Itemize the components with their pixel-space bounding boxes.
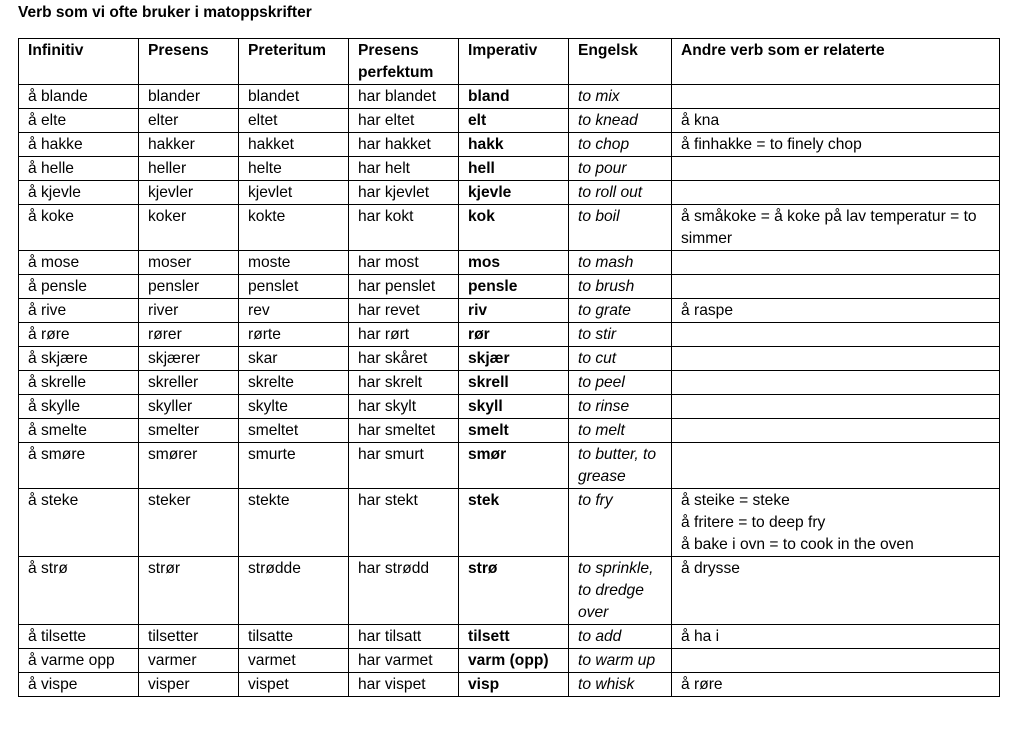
cell-preteritum: blandet bbox=[239, 85, 349, 109]
cell-andre-verb bbox=[672, 557, 1000, 625]
cell-imperativ: smør bbox=[459, 443, 569, 489]
table-row bbox=[19, 181, 1000, 205]
related-verb-line: å bake i ovn = to cook in the oven bbox=[681, 536, 914, 553]
cell-presens-perfektum: har vispet bbox=[349, 673, 459, 697]
cell-imperativ: hell bbox=[459, 157, 569, 181]
table-row bbox=[19, 157, 1000, 181]
cell-imperativ: skrell bbox=[459, 371, 569, 395]
cell-andre-verb bbox=[672, 489, 1000, 557]
cell-imperativ: tilsett bbox=[459, 625, 569, 649]
header-preteritum: Preteritum bbox=[239, 39, 349, 85]
cell-presens-perfektum: har skåret bbox=[349, 347, 459, 371]
cell-imperativ: strø bbox=[459, 557, 569, 625]
cell-presens: visper bbox=[139, 673, 239, 697]
cell-presens-perfektum: har penslet bbox=[349, 275, 459, 299]
cell-presens: skyller bbox=[139, 395, 239, 419]
table-row bbox=[19, 133, 1000, 157]
cell-infinitiv: å skrelle bbox=[19, 371, 139, 395]
related-verb-line: å kna bbox=[681, 112, 720, 129]
table-header-row bbox=[19, 39, 1000, 85]
table-row bbox=[19, 443, 1000, 489]
cell-imperativ: kjevle bbox=[459, 181, 569, 205]
cell-andre-verb bbox=[672, 419, 1000, 443]
cell-imperativ: hakk bbox=[459, 133, 569, 157]
related-verb-line: å steike = steke bbox=[681, 492, 790, 509]
cell-preteritum: rørte bbox=[239, 323, 349, 347]
related-verb-line: å røre bbox=[681, 676, 723, 693]
cell-presens-perfektum: har revet bbox=[349, 299, 459, 323]
related-verb-line: å drysse bbox=[681, 560, 740, 577]
cell-infinitiv: å steke bbox=[19, 489, 139, 557]
cell-engelsk: to brush bbox=[569, 275, 672, 299]
cell-presens-perfektum: har rørt bbox=[349, 323, 459, 347]
related-verb-line: å fritere = to deep fry bbox=[681, 514, 826, 531]
cell-presens: moser bbox=[139, 251, 239, 275]
cell-imperativ: visp bbox=[459, 673, 569, 697]
cell-presens: varmer bbox=[139, 649, 239, 673]
related-verb-line: å finhakke = to finely chop bbox=[681, 136, 862, 153]
cell-presens: strør bbox=[139, 557, 239, 625]
cell-presens-perfektum: har smeltet bbox=[349, 419, 459, 443]
cell-preteritum: smeltet bbox=[239, 419, 349, 443]
cell-preteritum: rev bbox=[239, 299, 349, 323]
related-verb-line: å ha i bbox=[681, 628, 720, 645]
related-verb-line: å småkoke = å koke på lav temperatur = to simmer bbox=[681, 208, 977, 247]
cell-engelsk: to rinse bbox=[569, 395, 672, 419]
cell-presens: koker bbox=[139, 205, 239, 251]
table-row bbox=[19, 109, 1000, 133]
cell-andre-verb bbox=[672, 371, 1000, 395]
table-row bbox=[19, 299, 1000, 323]
cell-presens-perfektum: har smurt bbox=[349, 443, 459, 489]
cell-engelsk: to add bbox=[569, 625, 672, 649]
cell-andre-verb bbox=[672, 395, 1000, 419]
cell-engelsk: to warm up bbox=[569, 649, 672, 673]
cell-presens-perfektum: har strødd bbox=[349, 557, 459, 625]
cell-andre-verb bbox=[672, 443, 1000, 489]
cell-infinitiv: å kjevle bbox=[19, 181, 139, 205]
cell-engelsk: to fry bbox=[569, 489, 672, 557]
cell-imperativ: bland bbox=[459, 85, 569, 109]
cell-presens: rører bbox=[139, 323, 239, 347]
cell-preteritum: vispet bbox=[239, 673, 349, 697]
cell-imperativ: rør bbox=[459, 323, 569, 347]
cell-presens-perfektum: har blandet bbox=[349, 85, 459, 109]
table-row bbox=[19, 323, 1000, 347]
cell-preteritum: kokte bbox=[239, 205, 349, 251]
cell-infinitiv: å tilsette bbox=[19, 625, 139, 649]
cell-presens-perfektum: har tilsatt bbox=[349, 625, 459, 649]
cell-imperativ: skjær bbox=[459, 347, 569, 371]
cell-preteritum: eltet bbox=[239, 109, 349, 133]
cell-andre-verb bbox=[672, 157, 1000, 181]
cell-preteritum: skar bbox=[239, 347, 349, 371]
cell-preteritum: smurte bbox=[239, 443, 349, 489]
cell-andre-verb bbox=[672, 299, 1000, 323]
cell-engelsk: to stir bbox=[569, 323, 672, 347]
cell-presens-perfektum: har most bbox=[349, 251, 459, 275]
cell-imperativ: pensle bbox=[459, 275, 569, 299]
cell-presens: skjærer bbox=[139, 347, 239, 371]
header-imperativ: Imperativ bbox=[459, 39, 569, 85]
cell-engelsk: to melt bbox=[569, 419, 672, 443]
cell-presens: river bbox=[139, 299, 239, 323]
cell-presens: kjevler bbox=[139, 181, 239, 205]
cell-presens: smelter bbox=[139, 419, 239, 443]
table-row bbox=[19, 673, 1000, 697]
cell-engelsk: to pour bbox=[569, 157, 672, 181]
cell-presens: smører bbox=[139, 443, 239, 489]
cell-imperativ: riv bbox=[459, 299, 569, 323]
table-row bbox=[19, 557, 1000, 625]
cell-presens-perfektum: har skrelt bbox=[349, 371, 459, 395]
cell-infinitiv: å skylle bbox=[19, 395, 139, 419]
cell-presens: pensler bbox=[139, 275, 239, 299]
header-presens: Presens bbox=[139, 39, 239, 85]
cell-infinitiv: å rive bbox=[19, 299, 139, 323]
cell-presens-perfektum: har kjevlet bbox=[349, 181, 459, 205]
cell-infinitiv: å elte bbox=[19, 109, 139, 133]
cell-presens: elter bbox=[139, 109, 239, 133]
table-body bbox=[19, 85, 1000, 697]
table-row bbox=[19, 371, 1000, 395]
cell-preteritum: penslet bbox=[239, 275, 349, 299]
table-row bbox=[19, 251, 1000, 275]
cell-presens: steker bbox=[139, 489, 239, 557]
cell-infinitiv: å smøre bbox=[19, 443, 139, 489]
cell-presens: heller bbox=[139, 157, 239, 181]
cell-infinitiv: å smelte bbox=[19, 419, 139, 443]
cell-engelsk: to cut bbox=[569, 347, 672, 371]
cell-engelsk: to roll out bbox=[569, 181, 672, 205]
cell-presens-perfektum: har eltet bbox=[349, 109, 459, 133]
cell-imperativ: mos bbox=[459, 251, 569, 275]
cell-presens-perfektum: har hakket bbox=[349, 133, 459, 157]
cell-preteritum: tilsatte bbox=[239, 625, 349, 649]
cell-infinitiv: å vispe bbox=[19, 673, 139, 697]
cell-andre-verb bbox=[672, 251, 1000, 275]
cell-preteritum: varmet bbox=[239, 649, 349, 673]
cell-engelsk: to sprinkle, to dredge over bbox=[569, 557, 672, 625]
cell-preteritum: hakket bbox=[239, 133, 349, 157]
table-row bbox=[19, 625, 1000, 649]
cell-infinitiv: å hakke bbox=[19, 133, 139, 157]
cell-andre-verb bbox=[672, 109, 1000, 133]
page-title: Verb som vi ofte bruker i matoppskrifter bbox=[18, 4, 312, 21]
header-andre-verb: Andre verb som er relaterte bbox=[672, 39, 1000, 85]
cell-presens-perfektum: har helt bbox=[349, 157, 459, 181]
cell-andre-verb bbox=[672, 649, 1000, 673]
cell-preteritum: skylte bbox=[239, 395, 349, 419]
cell-imperativ: stek bbox=[459, 489, 569, 557]
cell-presens-perfektum: har varmet bbox=[349, 649, 459, 673]
header-engelsk: Engelsk bbox=[569, 39, 672, 85]
table-row bbox=[19, 395, 1000, 419]
header-infinitiv: Infinitiv bbox=[19, 39, 139, 85]
cell-presens: blander bbox=[139, 85, 239, 109]
cell-engelsk: to peel bbox=[569, 371, 672, 395]
cell-imperativ: smelt bbox=[459, 419, 569, 443]
cell-engelsk: to grate bbox=[569, 299, 672, 323]
cell-imperativ: varm (opp) bbox=[459, 649, 569, 673]
cell-andre-verb bbox=[672, 347, 1000, 371]
cell-andre-verb bbox=[672, 673, 1000, 697]
cell-engelsk: to whisk bbox=[569, 673, 672, 697]
cell-presens: hakker bbox=[139, 133, 239, 157]
cell-imperativ: elt bbox=[459, 109, 569, 133]
cell-andre-verb bbox=[672, 181, 1000, 205]
verb-table bbox=[18, 38, 1000, 697]
cell-preteritum: skrelte bbox=[239, 371, 349, 395]
table-row bbox=[19, 347, 1000, 371]
cell-engelsk: to knead bbox=[569, 109, 672, 133]
cell-andre-verb bbox=[672, 625, 1000, 649]
table-row bbox=[19, 649, 1000, 673]
cell-imperativ: kok bbox=[459, 205, 569, 251]
cell-infinitiv: å varme opp bbox=[19, 649, 139, 673]
cell-engelsk: to butter, to grease bbox=[569, 443, 672, 489]
cell-andre-verb bbox=[672, 133, 1000, 157]
cell-andre-verb bbox=[672, 323, 1000, 347]
cell-preteritum: moste bbox=[239, 251, 349, 275]
cell-infinitiv: å koke bbox=[19, 205, 139, 251]
table-row bbox=[19, 419, 1000, 443]
cell-preteritum: helte bbox=[239, 157, 349, 181]
cell-preteritum: strødde bbox=[239, 557, 349, 625]
table-row bbox=[19, 489, 1000, 557]
cell-preteritum: stekte bbox=[239, 489, 349, 557]
table-row bbox=[19, 275, 1000, 299]
cell-andre-verb bbox=[672, 275, 1000, 299]
cell-engelsk: to boil bbox=[569, 205, 672, 251]
cell-preteritum: kjevlet bbox=[239, 181, 349, 205]
header-presens-perfektum: Presens perfektum bbox=[349, 39, 459, 85]
cell-andre-verb bbox=[672, 205, 1000, 251]
cell-andre-verb bbox=[672, 85, 1000, 109]
cell-engelsk: to mix bbox=[569, 85, 672, 109]
cell-infinitiv: å skjære bbox=[19, 347, 139, 371]
cell-infinitiv: å røre bbox=[19, 323, 139, 347]
cell-presens-perfektum: har skylt bbox=[349, 395, 459, 419]
cell-engelsk: to mash bbox=[569, 251, 672, 275]
table-row bbox=[19, 205, 1000, 251]
table-row bbox=[19, 85, 1000, 109]
cell-engelsk: to chop bbox=[569, 133, 672, 157]
cell-presens: tilsetter bbox=[139, 625, 239, 649]
related-verb-line: å raspe bbox=[681, 302, 734, 319]
cell-presens-perfektum: har stekt bbox=[349, 489, 459, 557]
cell-presens-perfektum: har kokt bbox=[349, 205, 459, 251]
cell-presens: skreller bbox=[139, 371, 239, 395]
cell-infinitiv: å pensle bbox=[19, 275, 139, 299]
cell-infinitiv: å helle bbox=[19, 157, 139, 181]
cell-imperativ: skyll bbox=[459, 395, 569, 419]
cell-infinitiv: å mose bbox=[19, 251, 139, 275]
cell-infinitiv: å blande bbox=[19, 85, 139, 109]
cell-infinitiv: å strø bbox=[19, 557, 139, 625]
